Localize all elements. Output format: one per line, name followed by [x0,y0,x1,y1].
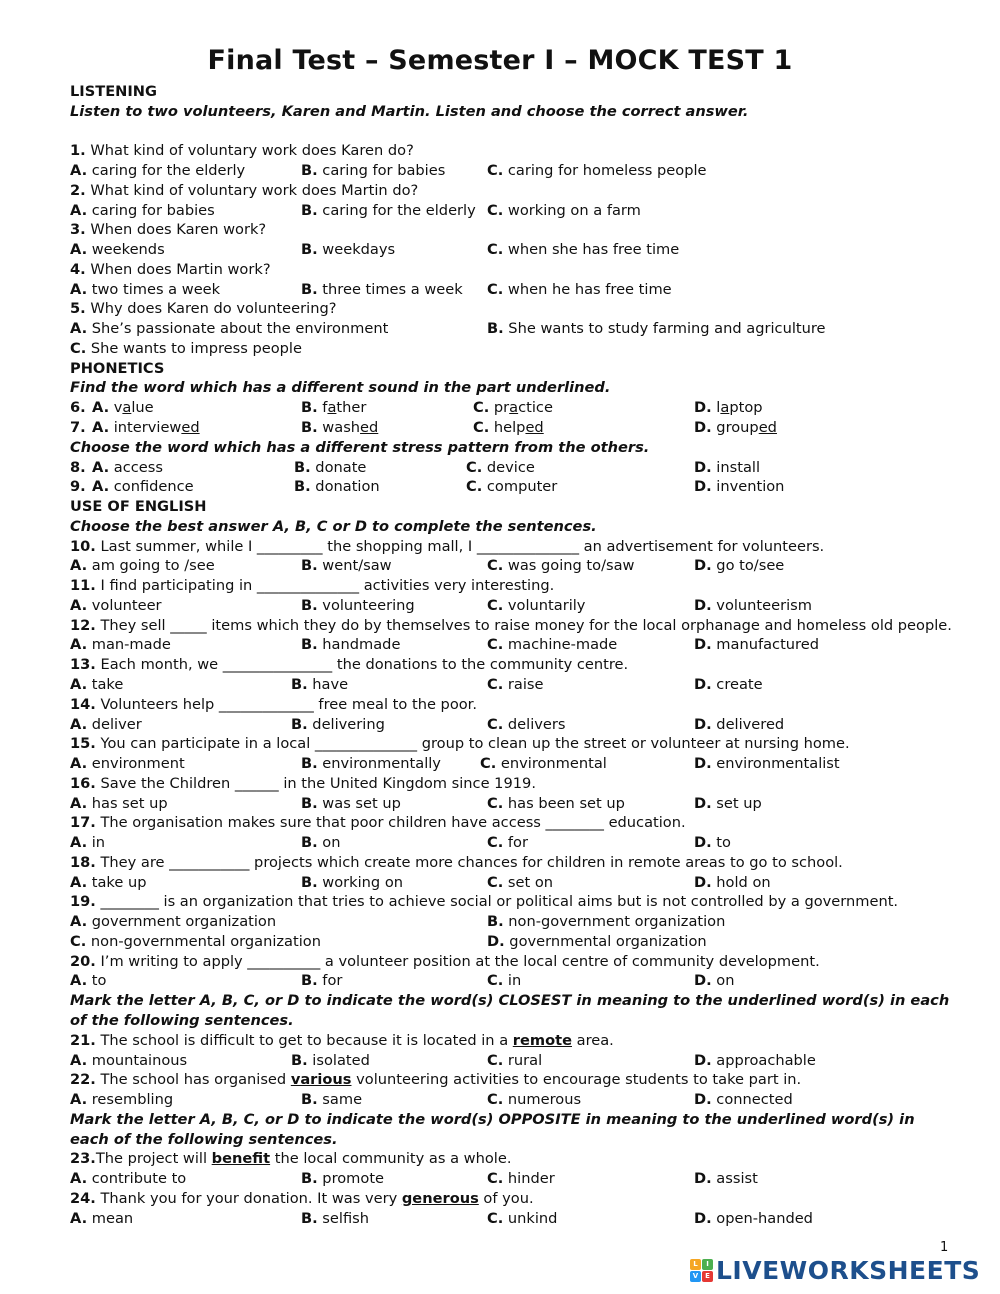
answer-option[interactable]: C. computer [466,478,558,496]
option-letter: B. [301,280,318,298]
question-number: 9. [70,478,86,496]
answer-option[interactable]: C. device [466,458,535,476]
answer-option[interactable]: C. unkind [487,1209,558,1227]
answer-option[interactable]: C. for [487,834,528,852]
answer-option[interactable]: D. laptop [694,399,763,417]
question-text: When does Martin work? [85,260,271,278]
option-letter: C. [487,873,504,891]
question [70,813,960,833]
answer-option[interactable]: B. isolated [291,1051,370,1069]
option-letter: C. [487,675,504,693]
option-letter: C. [487,834,504,852]
answer-options [70,596,960,616]
option-letter: C. [487,201,504,219]
question-text: The school is difficult to get to because it is located in a remote area. [95,1031,614,1049]
option-letter: C. [466,458,483,476]
answer-option[interactable]: A. mean [70,1209,134,1227]
answer-option[interactable]: D. approachable [694,1051,816,1069]
option-letter: A. [70,913,88,931]
question-number: 13. [70,656,96,674]
answer-option[interactable]: A. contribute to [70,1170,187,1188]
answer-option[interactable]: A. two times a week [70,280,221,298]
option-letter: C. [487,280,504,298]
answer-options [70,873,960,893]
answer-option[interactable]: C. numerous [487,1091,582,1109]
option-letter: B. [301,834,318,852]
liveworksheets-logo [690,1256,980,1284]
option-letter: B. [301,794,318,812]
option-letter: B. [301,201,318,219]
answer-option[interactable]: B. weekdays [301,241,396,259]
answer-option[interactable]: A. access [92,458,163,476]
option-letter: C. [487,557,504,575]
option-letter: B. [487,320,504,338]
option-letter: D. [694,972,712,990]
section-heading: USE OF ENGLISH [70,498,207,516]
option-letter: B. [301,1209,318,1227]
option-letter: B. [291,1051,308,1069]
option-letter: B. [487,913,504,931]
answer-option[interactable]: A. take [70,675,124,693]
question-number: 6. [70,399,86,417]
option-letter: A. [70,241,88,259]
option-letter: C. [473,399,490,417]
option-letter: B. [301,557,318,575]
question [70,260,960,280]
option-letter: A. [70,1051,88,1069]
option-letter: C. [487,1170,504,1188]
answer-options [70,675,960,695]
question-text: When does Karen work? [85,221,267,239]
option-letter: C. [473,419,490,437]
option-letter: B. [301,1170,318,1188]
answer-option[interactable]: B. donate [294,458,367,476]
option-letter: D. [694,1051,712,1069]
page-title: Final Test – Semester I – MOCK TEST 1 [207,45,793,76]
option-letter: B. [301,241,318,259]
answer-option[interactable]: A. She’s passionate about the environment [70,320,389,338]
answer-option[interactable]: C. set on [487,873,554,891]
question-number: 4. [70,260,86,278]
option-letter: A. [70,201,88,219]
answer-option[interactable]: D. go to/see [694,557,785,575]
answer-option[interactable]: A. volunteer [70,596,162,614]
answer-option[interactable]: C. rural [487,1051,543,1069]
option-letter: A. [92,399,110,417]
answer-options [70,339,960,359]
answer-option[interactable]: A. man-made [70,636,171,654]
question [70,299,960,319]
option-letter: A. [92,478,110,496]
answer-option[interactable]: C. when she has free time [487,241,680,259]
option-letter: A. [70,1091,88,1109]
answer-option[interactable]: D. connected [694,1091,793,1109]
answer-option[interactable]: A. confidence [92,478,194,496]
answer-option[interactable]: D. manufactured [694,636,819,654]
answer-option[interactable]: C. environmental [480,755,607,773]
question-text: Why does Karen do volunteering? [85,300,337,318]
option-letter: D. [694,675,712,693]
option-letter: B. [301,873,318,891]
option-letter: D. [694,755,712,773]
logo-tile: V [690,1271,701,1282]
answer-option[interactable]: D. governmental organization [487,932,707,950]
question-number: 3. [70,221,86,239]
instruction: Find the word which has a different sound in the part underlined. [70,379,611,397]
answer-option[interactable]: D. set up [694,794,762,812]
answer-option[interactable]: C. voluntarily [487,596,586,614]
answer-option[interactable]: D. assist [694,1170,758,1188]
answer-option[interactable]: D. volunteerism [694,596,812,614]
logo-tile: I [702,1259,713,1270]
option-letter: C. [487,972,504,990]
answer-option[interactable]: B. caring for babies [301,162,446,180]
answer-options [70,1169,960,1189]
option-letter: A. [70,1170,88,1188]
question [70,576,960,596]
answer-option[interactable]: A. environment [70,755,185,773]
option-letter: D. [694,636,712,654]
question-number: 22. [70,1071,96,1089]
option-letter: A. [70,557,88,575]
option-letter: C. [487,596,504,614]
option-letter: A. [70,794,88,812]
question [70,220,960,240]
answer-option[interactable]: B. was set up [301,794,401,812]
question [70,616,960,636]
option-letter: A. [70,1209,88,1227]
option-letter: B. [301,755,318,773]
question-number: 10. [70,537,96,555]
answer-option[interactable]: D. to [694,834,731,852]
question-number: 17. [70,814,96,832]
option-letter: B. [294,478,311,496]
option-letter: C. [487,1091,504,1109]
option-letter: B. [301,419,318,437]
answer-options [70,971,960,991]
instruction: Choose the best answer A, B, C or D to complete the sentences. [70,517,597,535]
answer-options [70,280,960,300]
question-number: 18. [70,853,96,871]
answer-option[interactable]: D. hold on [694,873,771,891]
answer-options [70,418,960,438]
instruction: Mark the letter A, B, C, or D to indicate the word(s) CLOSEST in meaning to the underlined word(s) in each [70,992,950,1010]
instruction: Mark the letter A, B, C, or D to indicate the word(s) OPPOSITE in meaning to the underlined word(s) in [70,1110,915,1128]
answer-options [70,161,960,181]
option-letter: B. [301,1091,318,1109]
logo-icon [690,1259,713,1282]
instruction: Listen to two volunteers, Karen and Martin. Listen and choose the correct answer. [70,102,749,120]
answer-option[interactable]: B. washed [301,419,379,437]
question [70,734,960,754]
question [70,1149,960,1169]
question [70,1070,960,1090]
answer-option[interactable]: A. deliver [70,715,142,733]
answer-option[interactable]: B. same [301,1091,363,1109]
instruction: each of the following sentences. [70,1130,338,1148]
question-number: 24. [70,1189,96,1207]
answer-option[interactable]: C. working on a farm [487,201,641,219]
question-number: 20. [70,952,96,970]
answer-option[interactable]: C. machine-made [487,636,618,654]
answer-option[interactable]: C. hinder [487,1170,555,1188]
option-letter: C. [480,755,497,773]
option-letter: C. [487,1051,504,1069]
question-text: They are ___________ projects which create more chances for children in remote areas to go to school. [95,853,843,871]
answer-options [70,833,960,853]
option-letter: D. [694,557,712,575]
option-letter: D. [694,458,712,476]
option-letter: A. [70,636,88,654]
worksheet-body [70,82,960,1228]
option-letter: D. [694,1209,712,1227]
option-letter: D. [487,932,505,950]
answer-option[interactable]: C. when he has free time [487,280,672,298]
question [70,1189,960,1209]
option-letter: B. [291,715,308,733]
answer-options [70,556,960,576]
question-number: 14. [70,695,96,713]
answer-options [70,1090,960,1110]
answer-option[interactable]: C. helped [473,419,544,437]
answer-options [70,398,960,418]
option-letter: B. [301,972,318,990]
question-text: Last summer, while I _________ the shopping mall, I ______________ an advertisement for volunteers. [95,537,825,555]
question-text: What kind of voluntary work does Martin do? [85,181,419,199]
question-text: Thank you for your donation. It was very generous of you. [95,1189,534,1207]
option-letter: C. [487,636,504,654]
instruction: Choose the word which has a different stress pattern from the others. [70,438,650,456]
question [70,952,960,972]
answer-options [70,240,960,260]
option-letter: A. [70,280,88,298]
answer-option[interactable]: D. install [694,458,760,476]
answer-options [70,477,960,497]
question-number: 23. [70,1150,96,1168]
question-text: The project will benefit the local community as a whole. [95,1150,512,1168]
question-number: 7. [70,419,86,437]
option-letter: D. [694,873,712,891]
answer-options [70,754,960,774]
option-letter: A. [70,755,88,773]
question [70,695,960,715]
answer-option[interactable]: C. has been set up [487,794,625,812]
answer-option[interactable]: B. three times a week [301,280,463,298]
answer-option[interactable]: A. has set up [70,794,168,812]
answer-option[interactable]: A. weekends [70,241,165,259]
option-letter: D. [694,1091,712,1109]
option-letter: A. [92,419,110,437]
option-letter: D. [694,715,712,733]
option-letter: A. [92,458,110,476]
answer-option[interactable]: A. caring for the elderly [70,162,246,180]
answer-option[interactable]: B. donation [294,478,380,496]
option-letter: A. [70,596,88,614]
answer-option[interactable]: A. am going to /see [70,557,215,575]
question [70,1031,960,1051]
answer-option[interactable]: A. caring for babies [70,201,215,219]
answer-option[interactable]: B. for [301,972,343,990]
question-text: I’m writing to apply __________ a volunteer position at the local centre of community development. [95,952,820,970]
answer-option[interactable]: C. She wants to impress people [70,339,302,357]
answer-option[interactable]: A. to [70,972,107,990]
option-letter: B. [294,458,311,476]
answer-options [70,1051,960,1071]
page-number: 1 [940,1240,949,1255]
answer-option[interactable]: D. invention [694,478,785,496]
answer-option[interactable]: D. grouped [694,419,777,437]
question-number: 8. [70,458,86,476]
question [70,537,960,557]
question [70,181,960,201]
logo-text: LIVEWORKSHEETS [716,1255,981,1285]
option-letter: D. [694,419,712,437]
section-heading: LISTENING [70,83,157,100]
option-letter: C. [487,1209,504,1227]
answer-option[interactable]: C. non-governmental organization [70,932,321,950]
option-letter: B. [301,162,318,180]
answer-option[interactable]: B. father [301,399,367,417]
answer-options [70,715,960,735]
option-letter: C. [487,794,504,812]
option-letter: B. [291,675,308,693]
answer-option[interactable]: D. open-handed [694,1209,813,1227]
answer-option[interactable]: B. working on [301,873,404,891]
option-letter: D. [694,834,712,852]
answer-option[interactable]: A. interviewed [92,419,200,437]
answer-option[interactable]: C. was going to/saw [487,557,635,575]
answer-option[interactable]: D. environmentalist [694,755,840,773]
answer-options [70,794,960,814]
option-letter: D. [694,1170,712,1188]
question [70,892,960,912]
question-number: 11. [70,577,96,595]
answer-option[interactable]: B. handmade [301,636,401,654]
option-letter: B. [301,399,318,417]
question-number: 1. [70,142,86,160]
answer-option[interactable]: B. environmentally [301,755,441,773]
answer-option[interactable]: D. on [694,972,735,990]
question-text: You can participate in a local ______________ group to clean up the street or volunteer at nursing home. [95,735,850,753]
answer-option[interactable]: D. create [694,675,763,693]
option-letter: C. [487,241,504,259]
answer-option[interactable]: B. have [291,675,349,693]
answer-option[interactable]: B. caring for the elderly [301,201,476,219]
option-letter: A. [70,834,88,852]
answer-option[interactable]: B. went/saw [301,557,392,575]
question-text: The organisation makes sure that poor children have access ________ education. [95,814,686,832]
option-letter: C. [487,162,504,180]
answer-option[interactable]: B. non-government organization [487,913,726,931]
section-heading: PHONETICS [70,359,165,377]
answer-option[interactable]: B. delivering [291,715,385,733]
option-letter: C. [70,339,87,357]
option-letter: D. [694,399,712,417]
question-text: Volunteers help _____________ free meal to the poor. [95,695,477,713]
answer-options [70,1209,960,1229]
option-letter: D. [694,478,712,496]
answer-option[interactable]: C. delivers [487,715,566,733]
option-letter: C. [466,478,483,496]
spacer [70,122,960,142]
question-number: 15. [70,735,96,753]
question-number: 12. [70,616,96,634]
option-letter: B. [301,636,318,654]
question-number: 19. [70,893,96,911]
answer-options [70,319,960,339]
option-letter: C. [70,932,87,950]
option-letter: C. [487,715,504,733]
answer-option[interactable]: B. selfish [301,1209,369,1227]
answer-option[interactable]: B. She wants to study farming and agriculture [487,320,826,338]
question-text: The school has organised various volunteering activities to encourage students to take part in. [95,1071,802,1089]
question-number: 5. [70,300,86,318]
question-text: What kind of voluntary work does Karen do? [85,142,414,160]
answer-option[interactable]: A. resembling [70,1091,174,1109]
question-number: 2. [70,181,86,199]
question-text: Save the Children ______ in the United Kingdom since 1919. [95,774,536,792]
answer-option[interactable]: A. mountainous [70,1051,188,1069]
option-letter: A. [70,320,88,338]
question-text: They sell _____ items which they do by themselves to raise money for the local orphanage and homeless old people. [95,616,952,634]
answer-options [70,458,960,478]
answer-options [70,912,960,932]
option-letter: A. [70,873,88,891]
answer-option[interactable]: B. on [301,834,341,852]
answer-options [70,201,960,221]
answer-option[interactable]: A. government organization [70,913,277,931]
option-letter: A. [70,715,88,733]
answer-option[interactable]: C. caring for homeless people [487,162,707,180]
answer-option[interactable]: B. volunteering [301,596,415,614]
instruction: of the following sentences. [70,1011,294,1029]
question-number: 16. [70,774,96,792]
answer-option[interactable]: A. value [92,399,154,417]
question [70,774,960,794]
option-letter: D. [694,794,712,812]
option-letter: A. [70,972,88,990]
question-text: I find participating in ______________ activities very interesting. [95,577,555,595]
question [70,655,960,675]
question [70,141,960,161]
logo-tile: E [702,1271,713,1282]
answer-option[interactable]: B. promote [301,1170,385,1188]
answer-option[interactable]: A. take up [70,873,147,891]
answer-option[interactable]: C. in [487,972,522,990]
answer-options [70,635,960,655]
answer-options [70,932,960,952]
question [70,853,960,873]
option-letter: A. [70,675,88,693]
logo-tile: L [690,1259,701,1270]
question-number: 21. [70,1031,96,1049]
question-text: Each month, we _______________ the donations to the community centre. [95,656,629,674]
option-letter: B. [301,596,318,614]
answer-option[interactable]: A. in [70,834,106,852]
option-letter: D. [694,596,712,614]
answer-option[interactable]: C. raise [487,675,544,693]
option-letter: A. [70,162,88,180]
answer-option[interactable]: D. delivered [694,715,785,733]
question-text: ________ is an organization that tries to achieve social or political aims but is not controlled by a government. [95,893,899,911]
answer-option[interactable]: C. practice [473,399,553,417]
